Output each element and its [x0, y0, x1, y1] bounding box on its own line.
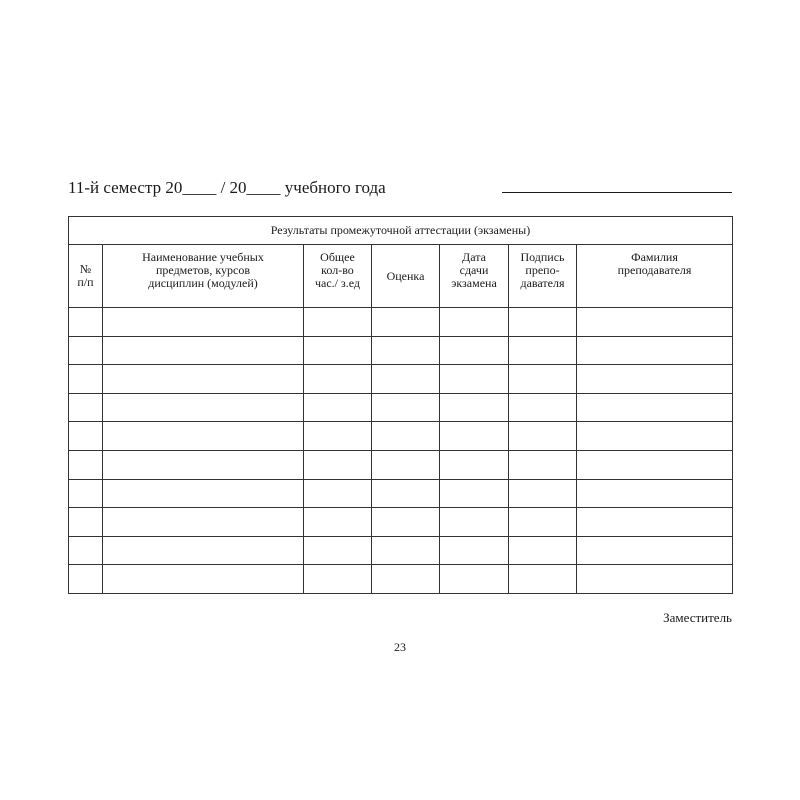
- table-row: [69, 450, 733, 479]
- table-row: [69, 365, 733, 394]
- table-cell: [103, 565, 304, 594]
- table-row: [69, 536, 733, 565]
- table-caption: Результаты промежуточной аттестации (экзамены): [69, 217, 733, 245]
- table-cell: [69, 336, 103, 365]
- exam-results-table: [68, 216, 733, 594]
- header-row: [69, 245, 733, 308]
- table-cell: [69, 479, 103, 508]
- table-cell: [304, 308, 372, 337]
- table-cell: [440, 365, 509, 394]
- table-cell: [304, 365, 372, 394]
- table-cell: [509, 536, 577, 565]
- header-line: препо-: [525, 263, 560, 277]
- table-cell: [440, 422, 509, 451]
- table-cell: [509, 508, 577, 537]
- table-cell: [440, 336, 509, 365]
- header-line: сдачи: [459, 263, 489, 277]
- table-cell: [440, 308, 509, 337]
- table-cell: [440, 508, 509, 537]
- table-cell: [372, 393, 440, 422]
- header-line: преподавателя: [617, 263, 692, 277]
- table-cell: [509, 336, 577, 365]
- table-cell: [372, 565, 440, 594]
- header-line: Общее: [320, 250, 355, 264]
- table-cell: [577, 565, 733, 594]
- table-cell: [577, 393, 733, 422]
- table-cell: [440, 536, 509, 565]
- table-cell: [577, 308, 733, 337]
- table-cell: [577, 336, 733, 365]
- table-row: [69, 422, 733, 451]
- table-row: [69, 479, 733, 508]
- table-cell: [304, 393, 372, 422]
- table-cell: [372, 365, 440, 394]
- header-number: [69, 245, 103, 308]
- table-cell: [69, 393, 103, 422]
- header-line: дисциплин (модулей): [148, 276, 258, 290]
- header-signature: [509, 245, 577, 308]
- table-cell: [577, 536, 733, 565]
- table-cell: [103, 450, 304, 479]
- table-cell: [103, 365, 304, 394]
- header-line: п/п: [77, 275, 94, 289]
- header-line: давателя: [520, 276, 565, 290]
- table-cell: [577, 365, 733, 394]
- table-cell: [304, 536, 372, 565]
- table-cell: [69, 365, 103, 394]
- table-cell: [440, 479, 509, 508]
- table-cell: [304, 422, 372, 451]
- table-cell: [509, 365, 577, 394]
- header-line: Подпись: [520, 250, 565, 264]
- header-grade: [372, 245, 440, 308]
- signature-line: [502, 192, 732, 193]
- table-cell: [509, 450, 577, 479]
- table-row: [69, 308, 733, 337]
- table-row: [69, 565, 733, 594]
- table-cell: [69, 565, 103, 594]
- table-row: [69, 508, 733, 537]
- table-cell: [577, 479, 733, 508]
- table-cell: [103, 536, 304, 565]
- table-cell: [372, 308, 440, 337]
- table-cell: [103, 422, 304, 451]
- table-cell: [509, 393, 577, 422]
- table-cell: [372, 479, 440, 508]
- header-line: Оценка: [386, 268, 425, 283]
- page-number: 23: [394, 640, 406, 654]
- table-cell: [103, 479, 304, 508]
- table-cell: [440, 565, 509, 594]
- table-cell: [577, 450, 733, 479]
- table-cell: [577, 508, 733, 537]
- table-cell: [103, 336, 304, 365]
- table-row: [69, 336, 733, 365]
- table-cell: [509, 479, 577, 508]
- table-cell: [304, 336, 372, 365]
- semester-heading: 11-й семестр 20____ / 20____ учебного года: [68, 178, 386, 197]
- table-cell: [304, 479, 372, 508]
- header-line: час./ з.ед: [314, 276, 361, 290]
- table-cell: [509, 308, 577, 337]
- table-cell: [103, 308, 304, 337]
- table-cell: [69, 508, 103, 537]
- header-line: экзамена: [451, 276, 497, 290]
- table-cell: [103, 393, 304, 422]
- table-row: [69, 393, 733, 422]
- deputy-label: Заместитель: [663, 610, 732, 625]
- header-teacher-name: [577, 245, 733, 308]
- table-cell: [577, 422, 733, 451]
- table-cell: [69, 536, 103, 565]
- table-cell: [509, 422, 577, 451]
- table-cell: [440, 450, 509, 479]
- table-cell: [440, 393, 509, 422]
- table-cell: [372, 536, 440, 565]
- header-line: Наименование учебных: [142, 250, 264, 264]
- table-cell: [103, 508, 304, 537]
- header-line: №: [79, 262, 92, 276]
- table-cell: [304, 508, 372, 537]
- table-cell: [372, 336, 440, 365]
- header-subject: [103, 245, 304, 308]
- header-date: [440, 245, 509, 308]
- header-line: Фамилия: [631, 250, 678, 264]
- table-cell: [304, 450, 372, 479]
- table-cell: [372, 450, 440, 479]
- table-cell: [509, 565, 577, 594]
- table-cell: [69, 422, 103, 451]
- table-cell: [372, 422, 440, 451]
- table-cell: [372, 508, 440, 537]
- header-line: предметов, курсов: [155, 263, 251, 277]
- table-cell: [69, 450, 103, 479]
- header-line: Дата: [462, 250, 486, 264]
- table-cell: [304, 565, 372, 594]
- table-cell: [69, 308, 103, 337]
- header-hours: [304, 245, 372, 308]
- header-line: кол-во: [321, 263, 354, 277]
